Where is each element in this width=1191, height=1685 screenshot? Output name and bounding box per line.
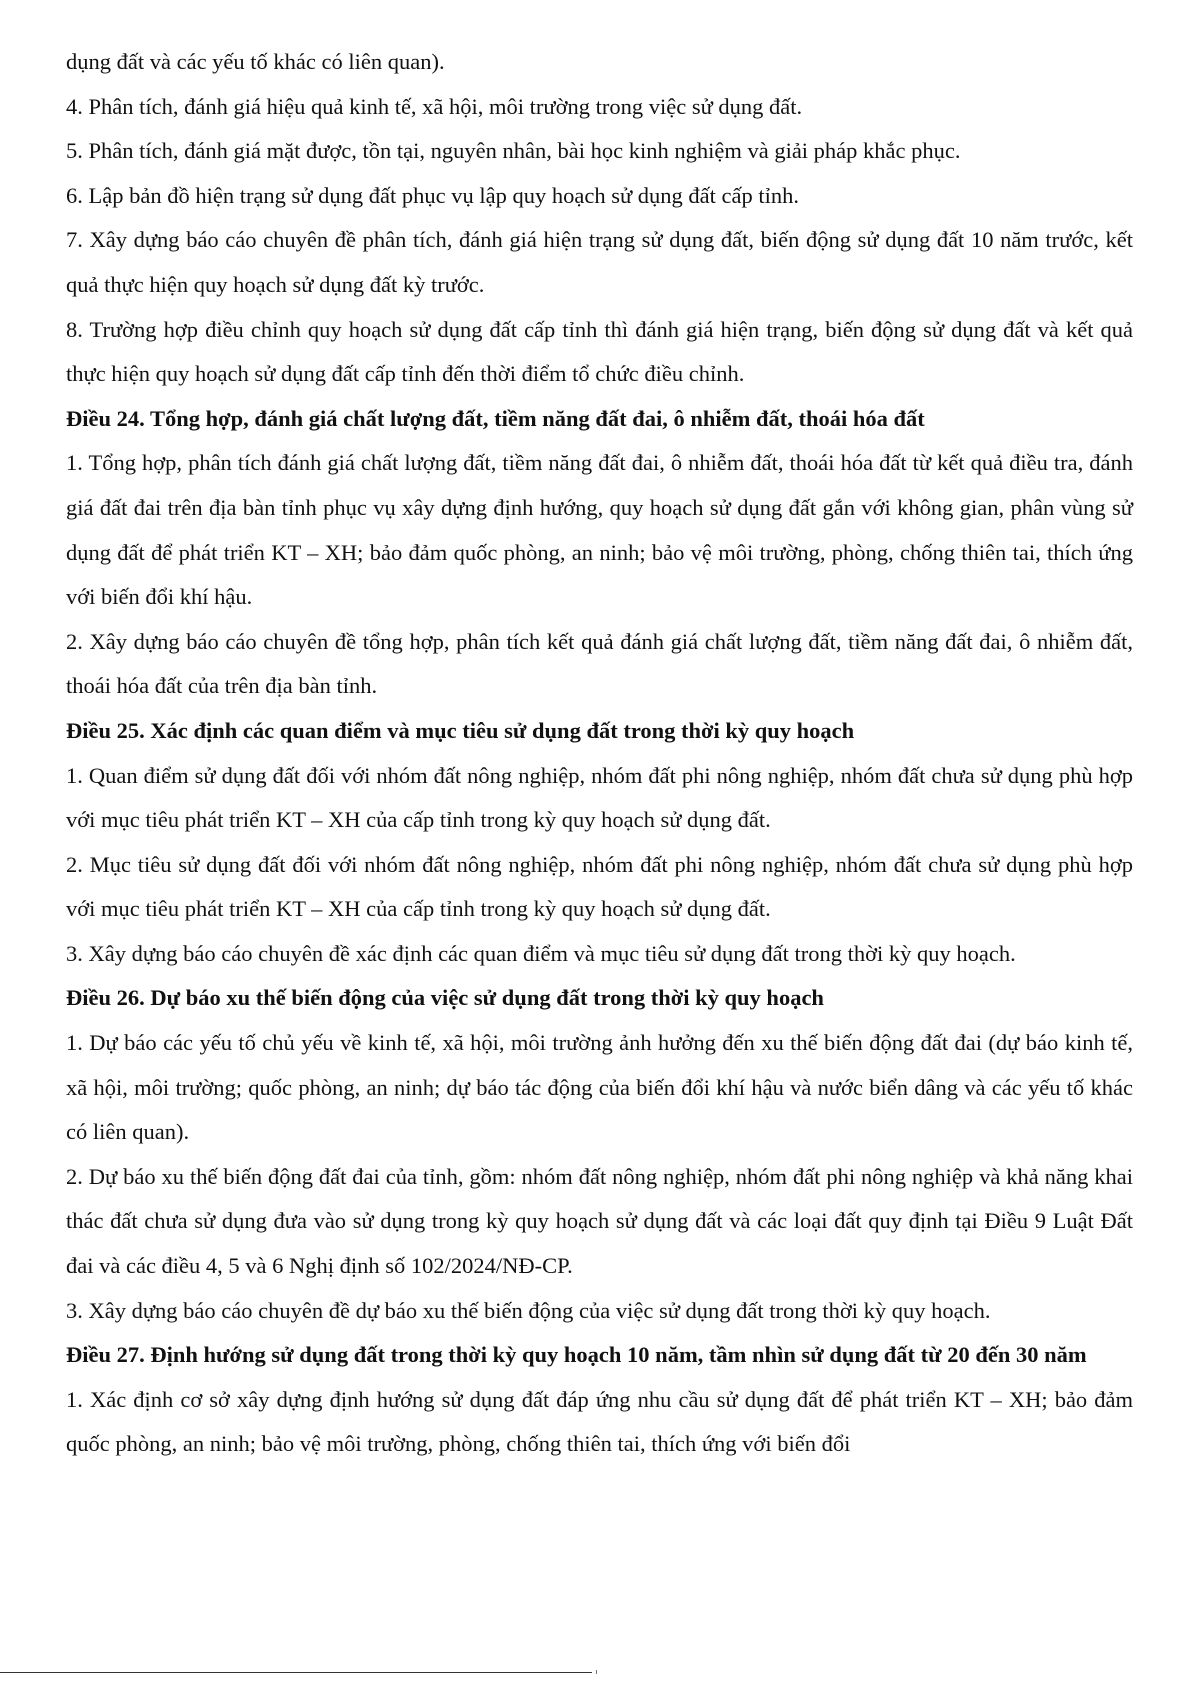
paragraph-continuation: dụng đất và các yếu tố khác có liên quan). (66, 49, 445, 74)
article-26-item-2: 2. Dự báo xu thế biến động đất đai của tỉnh, gồm: nhóm đất nông nghiệp, nhóm đất phi nông nghiệp và khả năng khai thác đất chưa sử dụng đưa vào sử dụng trong kỳ quy hoạch sử dụng đất và các loại đất quy định tại Điều 9 Luật Đất đai và các điều 4, 5 và 6 Nghị định số 102/2024/NĐ-CP. (66, 1163, 1133, 1279)
article-24-item-2: 2. Xây dựng báo cáo chuyên đề tổng hợp, phân tích kết quả đánh giá chất lượng đất, tiềm năng đất đai, ô nhiễm đất, thoái hóa đất của trên địa bàn tỉnh. (66, 628, 1133, 699)
article-26-item-3: 3. Xây dựng báo cáo chuyên đề dự báo xu thế biến động của việc sử dụng đất trong thời kỳ quy hoạch. (66, 1297, 991, 1323)
article-26-heading: Điều 26. Dự báo xu thế biến động của việc sử dụng đất trong thời kỳ quy hoạch (66, 985, 824, 1011)
article-26-item-1: 1. Dự báo các yếu tố chủ yếu về kinh tế, xã hội, môi trường ảnh hưởng đến xu thế biến động đất đai (dự báo kinh tế, xã hội, môi trường; quốc phòng, an ninh; dự báo tác động của biến đổi khí hậu và nước biển dâng và các yếu tố khác có liên quan). (66, 1030, 1133, 1145)
article-24-heading: Điều 24. Tổng hợp, đánh giá chất lượng đất, tiềm năng đất đai, ô nhiễm đất, thoái hóa đất (66, 405, 925, 431)
paragraph-item-5: 5. Phân tích, đánh giá mặt được, tồn tại, nguyên nhân, bài học kinh nghiệm và giải pháp khắc phục. (66, 138, 961, 164)
paragraph-item-4: 4. Phân tích, đánh giá hiệu quả kinh tế, xã hội, môi trường trong việc sử dụng đất. (66, 93, 803, 119)
article-27-item-1: 1. Xác định cơ sở xây dựng định hướng sử dụng đất đáp ứng nhu cầu sử dụng đất để phát triển KT – XH; bảo đảm quốc phòng, an ninh; bảo vệ môi trường, phòng, chống thiên tai, thích ứng với biến đổi (66, 1386, 1133, 1457)
article-25-item-3: 3. Xây dựng báo cáo chuyên đề xác định các quan điểm và mục tiêu sử dụng đất trong thời kỳ quy hoạch. (66, 940, 1016, 966)
article-27-heading: Điều 27. Định hướng sử dụng đất trong thời kỳ quy hoạch 10 năm, tầm nhìn sử dụng đất từ 20 đến 30 năm (66, 1342, 1087, 1368)
footnote-separator-mark (596, 1670, 597, 1674)
article-25-heading: Điều 25. Xác định các quan điểm và mục tiêu sử dụng đất trong thời kỳ quy hoạch (66, 717, 855, 743)
paragraph-item-8: 8. Trường hợp điều chỉnh quy hoạch sử dụng đất cấp tỉnh thì đánh giá hiện trạng, biến động sử dụng đất và kết quả thực hiện quy hoạch sử dụng đất cấp tỉnh đến thời điểm tổ chức điều chỉnh. (66, 316, 1133, 387)
article-25-item-2: 2. Mục tiêu sử dụng đất đối với nhóm đất nông nghiệp, nhóm đất phi nông nghiệp, nhóm đất chưa sử dụng phù hợp với mục tiêu phát triển KT – XH của cấp tỉnh trong kỳ quy hoạch sử dụng đất. (66, 851, 1133, 922)
paragraph-item-6: 6. Lập bản đồ hiện trạng sử dụng đất phục vụ lập quy hoạch sử dụng đất cấp tỉnh. (66, 182, 799, 208)
article-25-item-1: 1. Quan điểm sử dụng đất đối với nhóm đất nông nghiệp, nhóm đất phi nông nghiệp, nhóm đất chưa sử dụng phù hợp với mục tiêu phát triển KT – XH của cấp tỉnh trong kỳ quy hoạch sử dụng đất. (66, 762, 1133, 833)
paragraph-item-7: 7. Xây dựng báo cáo chuyên đề phân tích, đánh giá hiện trạng sử dụng đất, biến động sử dụng đất 10 năm trước, kết quả thực hiện quy hoạch sử dụng đất kỳ trước. (66, 227, 1133, 297)
article-24-item-1: 1. Tổng hợp, phân tích đánh giá chất lượng đất, tiềm năng đất đai, ô nhiễm đất, thoái hóa đất từ kết quả điều tra, đánh giá đất đai trên địa bàn tỉnh phục vụ xây dựng định hướng, quy hoạch sử dụng đất gắn với không gian, phân vùng sử dụng đất để phát triển KT – XH; bảo đảm quốc phòng, an ninh; bảo vệ môi trường, phòng, chống thiên tai, thích ứng với biến đổi khí hậu. (66, 450, 1133, 610)
document-page (66, 40, 1133, 1467)
footnote-separator (0, 1672, 592, 1673)
